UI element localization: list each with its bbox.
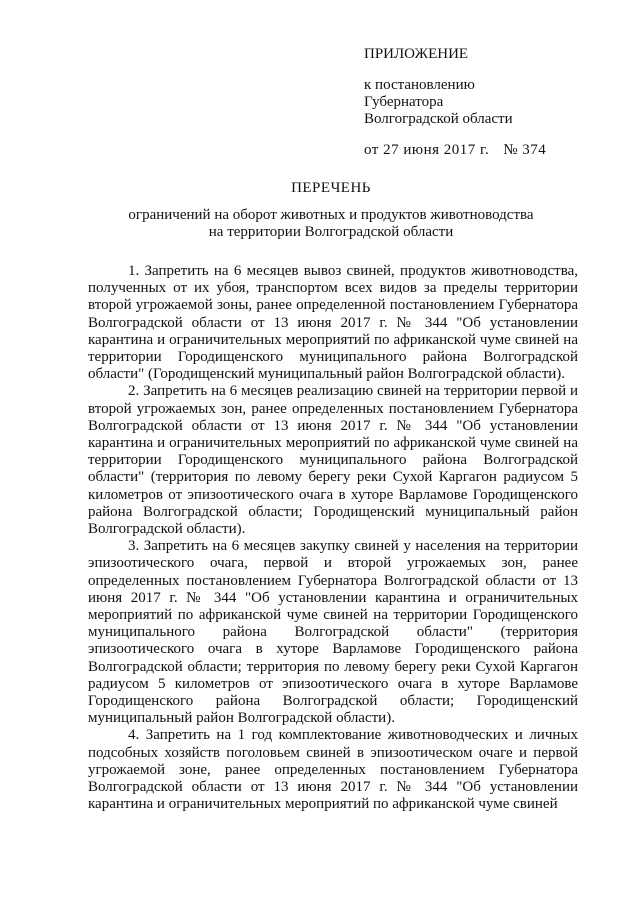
appendix-title: ПРИЛОЖЕНИЕ [364, 46, 469, 62]
document-title: ПЕРЕЧЕНЬ [291, 180, 371, 196]
paragraph-2: 2. Запретить на 6 месяцев реализацию свиней на территории первой и второй угрожаемых зон, ранее определенных постановлением Губернатора Волгоградской области от 13 июня 2017 г. № 344 "Об установлении карантина и ограничительных мероприятий по африканской чуме свиней на территории Городищенского муниципального района Волгоградской области" (территория по левому берегу реки Сухой Каргагон радиусом 5 километров от эпизоотического очага в хуторе Варламове Городищенского района Волгоградской области; Городищенский муниципальный район Волгоградской области). [88, 383, 578, 538]
appendix-line-1: к постановлению [364, 77, 475, 93]
document-subtitle-line-1: ограничений на оборот животных и продуктов животноводства [128, 207, 534, 223]
document-subtitle-line-2: на территории Волгоградской области [208, 224, 454, 240]
appendix-block [364, 46, 604, 159]
appendix-line-3: Волгоградской области [364, 111, 513, 127]
appendix-line-2: Губернатора [364, 94, 444, 110]
paragraph-4: 4. Запретить на 1 год комплектование животноводческих и личных подсобных хозяйств поголовьем свиней в эпизоотическом очаге и первой угрожаемой зоне, ранее определенных постановлением Губернатора Волгоградской области от 13 июня 2017 г. № 344 "Об установлении карантина и ограничительных мероприятий по африканской чуме свиней [88, 727, 578, 813]
document-body [88, 263, 578, 814]
document-heading [86, 180, 576, 241]
appendix-date: от 27 июня 2017 г. [364, 142, 490, 158]
paragraph-3: 3. Запретить на 6 месяцев закупку свиней у населения на территории эпизоотического очага, первой и второй угрожаемых зон, ранее определенных постановлением Губернатора Волгоградской области от 13 июня 2017 г. № 344 "Об установлении карантина и ограничительных мероприятий по африканской чуме свиней на территории Городищенского муниципального района Волгоградской области" (территория эпизоотического очага в хуторе Варламове Городищенского района Волгоградской области; территория по левому берегу реки Сухой Каргагон радиусом 5 километров от эпизоотического очага в хуторе Варламове Городищенского района Волгоградской области; Городищенский муниципальный район Волгоградской области). [88, 538, 578, 727]
appendix-number: № 374 [503, 142, 547, 158]
paragraph-1: 1. Запретить на 6 месяцев вывоз свиней, продуктов животноводства, полученных от их убоя, транспортом всех видов за пределы территории второй угрожаемой зоны, ранее определенной постановлением Губернатора Волгоградской области от 13 июня 2017 г. № 344 "Об установлении карантина и ограничительных мероприятий по африканской чуме свиней на территории Городищенского муниципального района Волгоградской области" (Городищенский муниципальный район Волгоградской области). [88, 263, 578, 383]
appendix-date-line [364, 142, 604, 159]
